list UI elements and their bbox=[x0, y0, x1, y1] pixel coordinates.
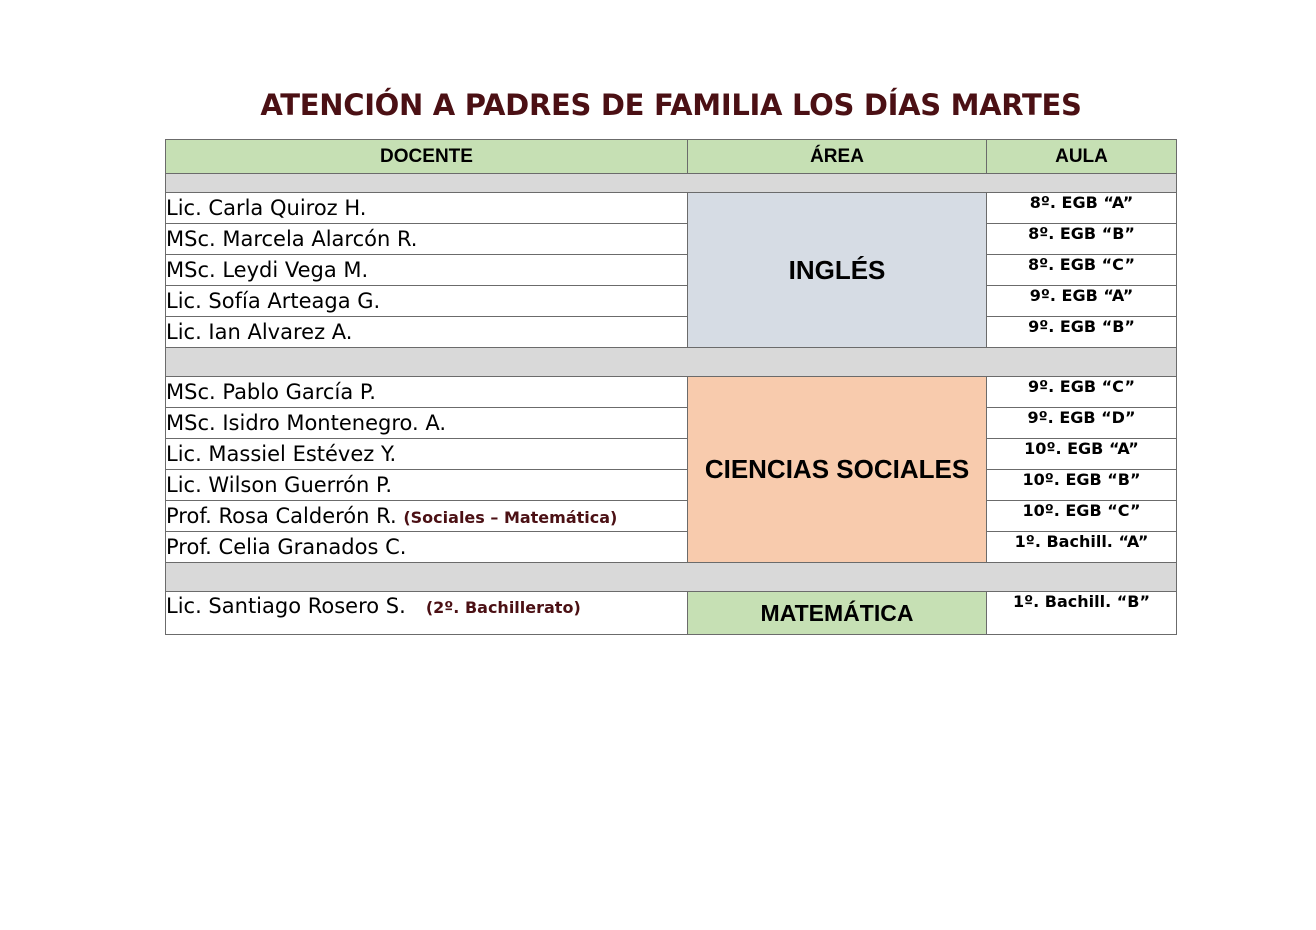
aula-cell: 10º. EGB “B” bbox=[987, 470, 1177, 501]
table-row bbox=[166, 255, 1177, 286]
docente-cell: Lic. Ian Alvarez A. bbox=[166, 317, 688, 348]
docente-note: (2º. Bachillerato) bbox=[425, 598, 581, 617]
docente-cell: Prof. Celia Granados C. bbox=[166, 532, 688, 563]
table-row bbox=[166, 224, 1177, 255]
docente-name: Prof. Rosa Calderón R. bbox=[166, 504, 397, 528]
table-row bbox=[166, 470, 1177, 501]
area-matematica: MATEMÁTICA bbox=[688, 592, 987, 635]
docente-cell: MSc. Marcela Alarcón R. bbox=[166, 224, 688, 255]
docente-note: (Sociales – Matemática) bbox=[403, 508, 618, 527]
table-row bbox=[166, 317, 1177, 348]
docente-cell bbox=[166, 592, 688, 635]
table-row bbox=[166, 532, 1177, 563]
docente-cell: Lic. Carla Quiroz H. bbox=[166, 193, 688, 224]
table-row bbox=[166, 286, 1177, 317]
header-row bbox=[166, 140, 1177, 174]
area-ingles: INGLÉS bbox=[688, 193, 987, 348]
separator-row bbox=[166, 174, 1177, 193]
docente-cell: MSc. Leydi Vega M. bbox=[166, 255, 688, 286]
table-row bbox=[166, 377, 1177, 408]
aula-cell: 1º. Bachill. “B” bbox=[987, 592, 1177, 635]
header-area: ÁREA bbox=[688, 140, 987, 174]
aula-cell: 9º. EGB “C” bbox=[987, 377, 1177, 408]
aula-cell: 10º. EGB “C” bbox=[987, 501, 1177, 532]
aula-cell: 8º. EGB “C” bbox=[987, 255, 1177, 286]
table-row bbox=[166, 501, 1177, 532]
header-aula: AULA bbox=[987, 140, 1177, 174]
aula-cell: 1º. Bachill. “A” bbox=[987, 532, 1177, 563]
aula-cell: 9º. EGB “A” bbox=[987, 286, 1177, 317]
docente-cell: MSc. Isidro Montenegro. A. bbox=[166, 408, 688, 439]
table-row bbox=[166, 193, 1177, 224]
aula-cell: 10º. EGB “A” bbox=[987, 439, 1177, 470]
separator-row bbox=[166, 348, 1177, 377]
table-row bbox=[166, 408, 1177, 439]
page-title: ATENCIÓN A PADRES DE FAMILIA LOS DÍAS MARTES bbox=[260, 88, 1082, 122]
table-row bbox=[166, 439, 1177, 470]
area-ciencias-sociales: CIENCIAS SOCIALES bbox=[688, 377, 987, 563]
table-row bbox=[166, 592, 1177, 635]
aula-cell: 8º. EGB “B” bbox=[987, 224, 1177, 255]
schedule-table bbox=[165, 139, 1177, 635]
aula-cell: 9º. EGB “B” bbox=[987, 317, 1177, 348]
docente-cell: MSc. Pablo García P. bbox=[166, 377, 688, 408]
aula-cell: 8º. EGB “A” bbox=[987, 193, 1177, 224]
docente-cell: Lic. Wilson Guerrón P. bbox=[166, 470, 688, 501]
header-docente: DOCENTE bbox=[166, 140, 688, 174]
aula-cell: 9º. EGB “D” bbox=[987, 408, 1177, 439]
docente-name: Lic. Santiago Rosero S. bbox=[166, 594, 406, 618]
separator-row bbox=[166, 563, 1177, 592]
docente-cell bbox=[166, 501, 688, 532]
docente-cell: Lic. Massiel Estévez Y. bbox=[166, 439, 688, 470]
docente-cell: Lic. Sofía Arteaga G. bbox=[166, 286, 688, 317]
